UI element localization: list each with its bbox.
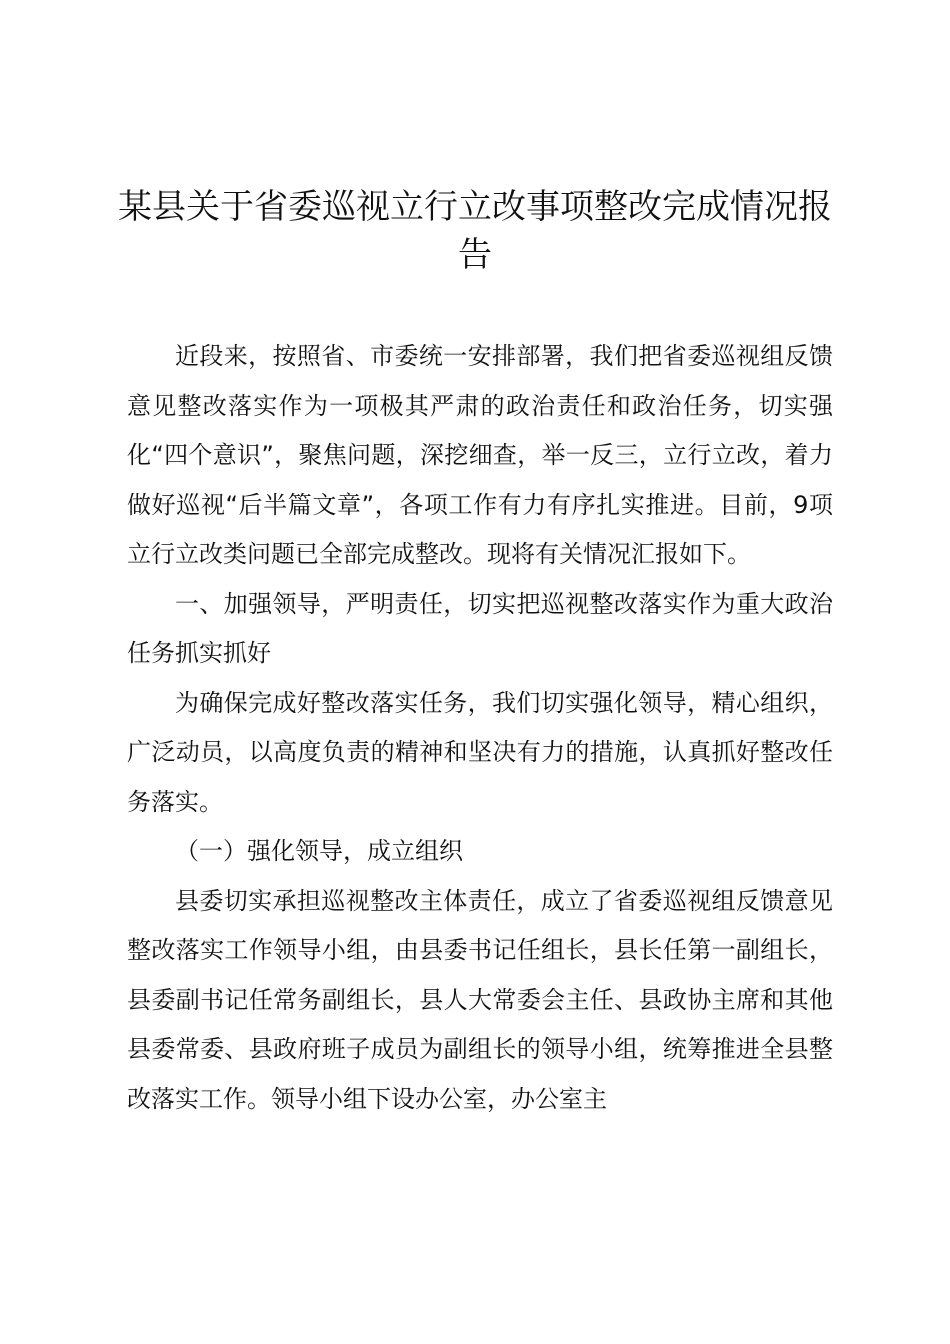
document-title: 某县关于省委巡视立行立改事项整改完成情况报告 xyxy=(118,187,832,275)
subsection-heading-1: （一）强化领导，成立组织 xyxy=(175,837,463,865)
paragraph-section-1: 为确保完成好整改落实任务，我们切实强化领导，精心组织，广泛动员，以高度负责的精神和坚决有力的措施，认真抓好整改任务落实。 xyxy=(127,688,833,816)
document-body xyxy=(127,332,833,1124)
paragraph-intro: 近段来，按照省、市委统一安排部署，我们把省委巡视组反馈意见整改落实作为一项极其严肃的政治责任和政治任务，切实强化“四个意识”，聚焦问题，深挖细查，举一反三，立行立改，着力做好巡视“后半篇文章”，各项工作有力有序扎实推进。目前，9项立行立改类问题已全部完成整改。现将有关情况汇报如下。 xyxy=(127,342,833,568)
paragraph-subsection-1: 县委切实承担巡视整改主体责任，成立了省委巡视组反馈意见整改落实工作领导小组，由县委书记任组长，县长任第一副组长，县委副书记任常务副组长，县人大常委会主任、县政协主席和其他县委常委、县政府班子成员为副组长的领导小组，统筹推进全县整改落实工作。领导小组下设办公室，办公室主 xyxy=(127,886,833,1113)
section-heading-1: 一、加强领导，严明责任，切实把巡视整改落实作为重大政治任务抓实抓好 xyxy=(127,589,833,667)
